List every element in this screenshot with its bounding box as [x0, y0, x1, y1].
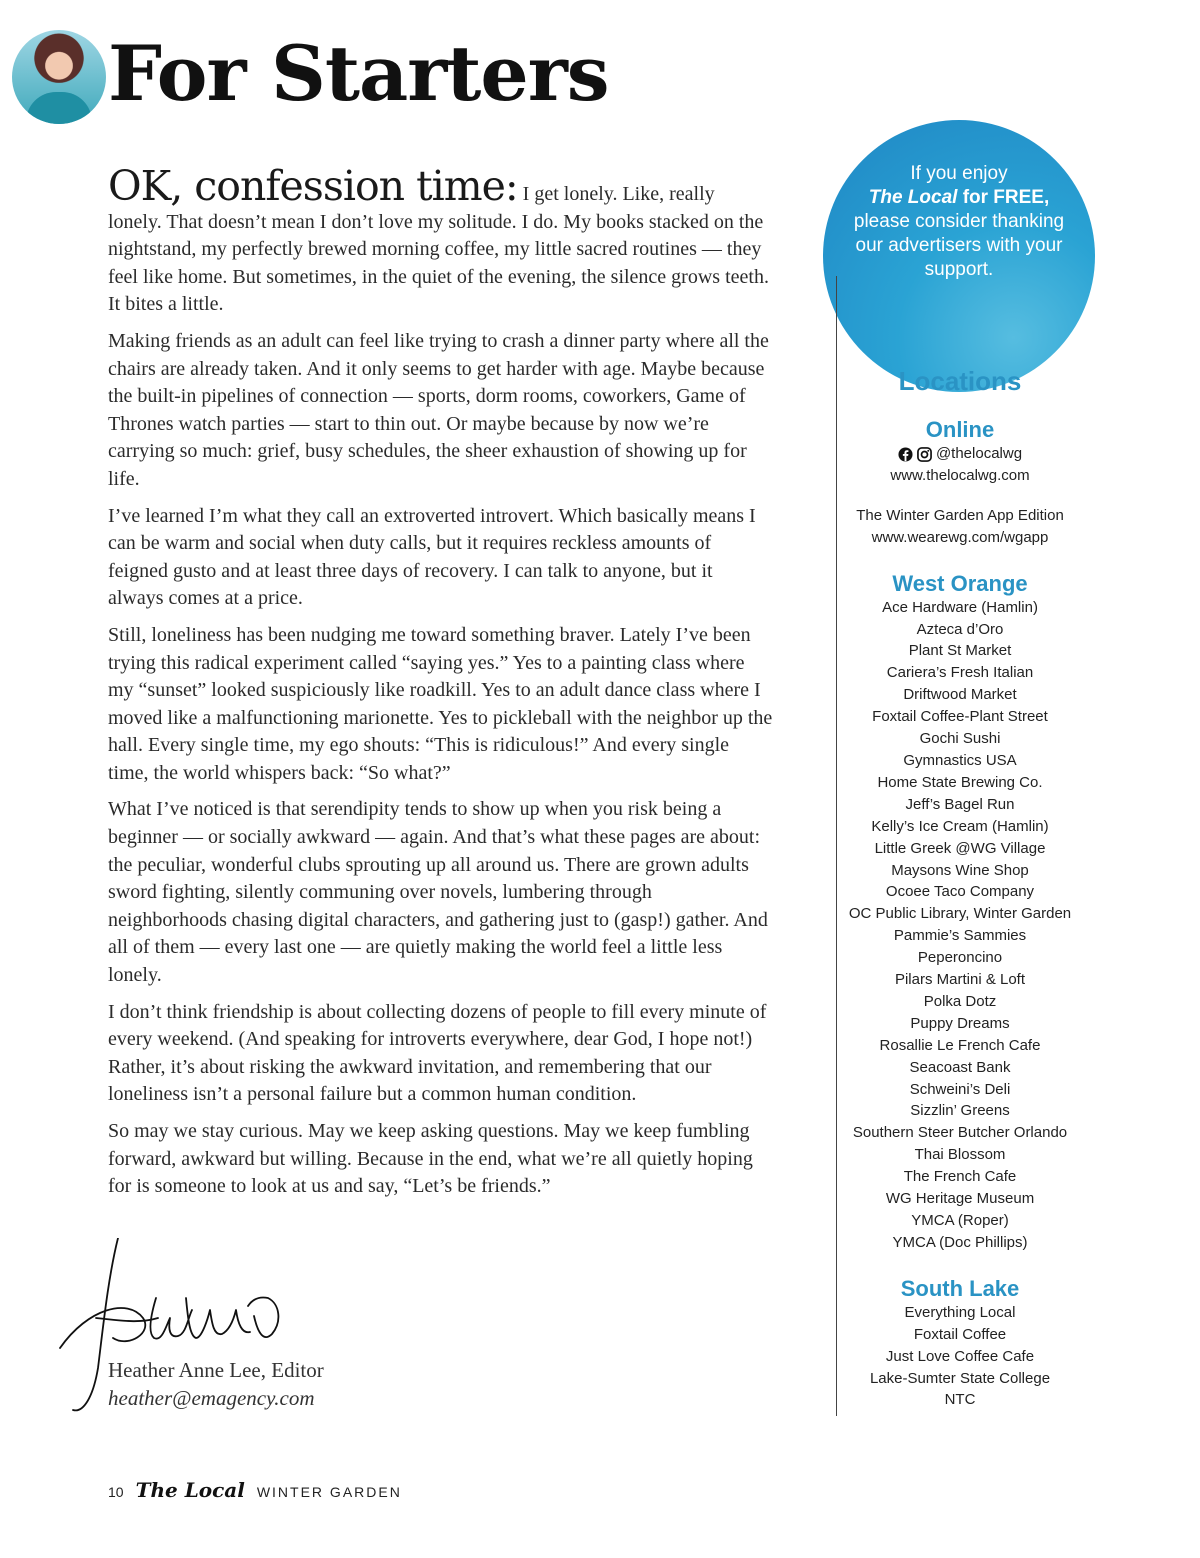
list-item: Southern Steer Butcher Orlando — [852, 1124, 1068, 1142]
list-item: Peperoncino — [917, 949, 1003, 967]
article-paragraph: So may we stay curious. May we keep asking questions. May we keep fumbling forward, awkward but willing. Because in the end, what we’re all quietly hoping for is someone to look at us and say, “Let’s be friends.” — [108, 1120, 753, 1198]
list-item: Home State Brewing Co. — [877, 773, 1043, 791]
app-link[interactable]: www.wearewg.com/wgapp — [871, 528, 1049, 546]
list-item: Just Love Coffee Cafe — [885, 1347, 1035, 1365]
list-item: Kelly’s Ice Cream (Hamlin) — [871, 817, 1049, 835]
south-lake-list — [842, 1302, 1078, 1412]
locations-heading: Locations — [898, 366, 1022, 396]
list-item: YMCA (Doc Phillips) — [892, 1233, 1028, 1251]
list-item: Ace Hardware (Hamlin) — [882, 598, 1038, 616]
list-item: Plant St Market — [908, 642, 1012, 660]
list-item: The French Cafe — [903, 1168, 1017, 1186]
list-item: NTC — [944, 1391, 976, 1409]
list-item: Little Greek @WG Village — [874, 839, 1046, 857]
brand-logo: The Local — [135, 1478, 245, 1502]
editor-avatar — [12, 30, 106, 124]
editor-letter — [108, 162, 773, 1210]
website-link[interactable]: www.thelocalwg.com — [890, 466, 1030, 484]
list-item: Driftwood Market — [903, 686, 1017, 704]
list-item: Maysons Wine Shop — [891, 861, 1029, 879]
list-item: YMCA (Roper) — [911, 1212, 1009, 1229]
article-paragraph: I don’t think friendship is about collecting dozens of people to fill every minute of every weekend. (And speaking for introverts everywhere, dear God, I hope not!) Rather, it’s about risking the awkward invitation, and remembering that our loneliness isn’t a personal failure but a common human condition. — [108, 1000, 767, 1106]
list-item: Puppy Dreams — [910, 1014, 1010, 1032]
list-item: Polka Dotz — [923, 992, 997, 1010]
online-heading: Online — [925, 417, 995, 442]
article-paragraph: OK, confession time: I get lonely. Like, really lonely. That doesn’t mean I don’t love my solitude. I do. My books stacked on the nightstand, my perfectly brewed morning coffee, my little sacred routines — they feel like home. But sometimes, in the quiet of the evening, the silence grows teeth. It bites a little. — [108, 162, 769, 316]
list-item: Everything Local — [904, 1303, 1016, 1321]
list-item: Rosallie Le French Cafe — [879, 1036, 1041, 1054]
signer-name: Heather Anne Lee, Editor — [108, 1358, 324, 1382]
list-item: Seacoast Bank — [909, 1058, 1011, 1076]
list-item: Ocoee Taco Company — [885, 883, 1035, 901]
locations-sidebar — [842, 366, 1078, 1411]
signer-email: heather@emagency.com — [108, 1386, 315, 1410]
article-paragraph: Still, loneliness has been nudging me toward something braver. Lately I’ve been trying this radical experiment called “saying yes.” Yes to a painting class where my “sunset” looked suspiciously like roadkill. Yes to an adult dance class where I moved like a malfunctioning marionette. Yes to pickleball with the neighbor up the hall. Every single time, my ego shouts: “This is ridiculous!” And every single time, the world whispers back: “So what?” — [108, 623, 773, 784]
article-paragraph: Making friends as an adult can feel like trying to crash a dinner party where all the chairs are already taken. And it only seems to get harder with age. Maybe because the built-in pipelines of connection — sports, dorm rooms, coworkers, Game of Thrones watch parties — start to thin out. Or maybe because by now we’re carrying so much: grief, busy schedules, the sheer exhaustion of showing up for life. — [108, 329, 769, 490]
list-item: Sizzlin’ Greens — [910, 1102, 1010, 1120]
list-item: Pilars Martini & Loft — [894, 971, 1026, 989]
list-item: OC Public Library, Winter Garden — [848, 905, 1072, 923]
article-paragraph: What I’ve noticed is that serendipity tends to show up when you risk being a beginner — or socially awkward — again. And that’s what these pages are about: the peculiar, wonderful clubs sprouting up all around us. There are grown adults sword fighting, silently communing over novels, lumbering through neighborhoods chasing digital characters, and gathering just to (gasp!) gather. And all of them — every last one — are quietly making the world feel a little less lonely. — [108, 798, 768, 987]
list-item: Gymnastics USA — [903, 751, 1017, 769]
instagram-icon[interactable] — [917, 447, 932, 462]
lead-in: OK, confession time: — [108, 162, 518, 210]
list-item: Foxtail Coffee-Plant Street — [872, 708, 1048, 726]
west-orange-list — [842, 597, 1078, 1254]
list-item: WG Heritage Museum — [885, 1190, 1035, 1208]
list-item: Gochi Sushi — [919, 730, 1001, 748]
list-item: Cariera’s Fresh Italian — [886, 664, 1034, 682]
list-item: Pammie’s Sammies — [893, 927, 1027, 945]
column-divider — [836, 276, 837, 1416]
list-item: Jeff’s Bagel Run — [905, 795, 1015, 813]
page-title: For Starters — [108, 29, 609, 118]
west-orange-heading: West Orange — [892, 570, 1028, 596]
list-item: Foxtail Coffee — [913, 1325, 1007, 1343]
advertiser-promo-circle: If you enjoy The Local for FREE, please consider thanking our advertisers with your support. — [823, 120, 1095, 392]
app-edition-label: The Winter Garden App Edition — [856, 506, 1064, 524]
promo-brand: The Local — [868, 187, 958, 208]
edition-label: WINTER GARDEN — [256, 1484, 402, 1500]
facebook-icon[interactable] — [898, 447, 913, 462]
list-item: Azteca d’Oro — [916, 620, 1004, 638]
page-number: 10 — [108, 1484, 124, 1500]
social-handle-row[interactable] — [842, 443, 1078, 465]
social-handle[interactable]: @thelocalwg — [935, 445, 1023, 462]
list-item: Thai Blossom — [914, 1146, 1006, 1164]
list-item: Schweini’s Deli — [909, 1080, 1011, 1098]
list-item: Lake-Sumter State College — [869, 1369, 1051, 1387]
south-lake-heading: South Lake — [900, 1275, 1020, 1301]
article-paragraph: I’ve learned I’m what they call an extroverted introvert. Which basically means I can be warm and social when duty calls, but it requires reckless amounts of feigned gusto and at least three days of recovery. I can talk to anyone, but it always comes at a price. — [108, 504, 756, 610]
page-footer — [108, 1478, 402, 1502]
